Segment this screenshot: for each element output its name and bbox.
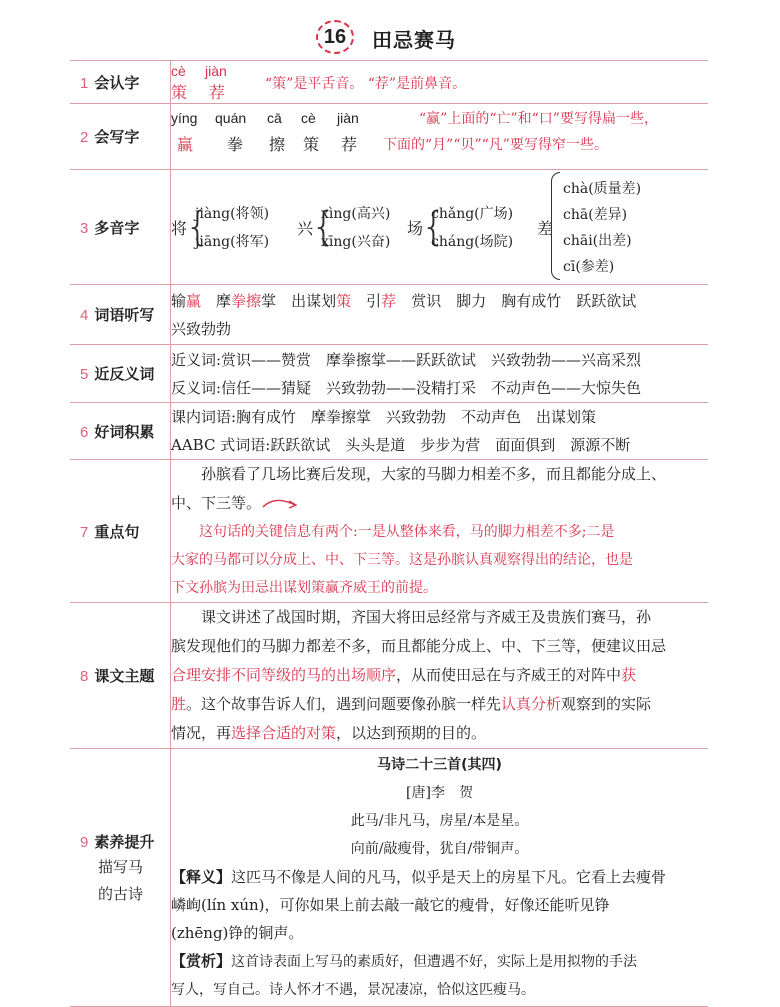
meaning-tag: 【释义】 bbox=[171, 868, 232, 886]
row-content bbox=[171, 749, 709, 1007]
row-label bbox=[70, 460, 171, 603]
meaning-line1 bbox=[171, 863, 708, 891]
row-content bbox=[171, 104, 709, 170]
word-part-highlight: 策 bbox=[336, 291, 352, 310]
row-recognize-chars bbox=[70, 61, 708, 104]
row-number: 7 bbox=[80, 523, 89, 541]
poem-author: [唐]李 贺 bbox=[406, 785, 473, 801]
theme-highlight: 获 bbox=[621, 666, 637, 684]
row-number: 8 bbox=[80, 668, 89, 685]
writing-note-line2: 下面的“月”“贝”“凡”要写得窄一些。 bbox=[383, 136, 608, 153]
appreciation-text: 这首诗表面上写马的素质好，但遭遇不好，实际上是用拟物的手法 bbox=[231, 954, 638, 970]
key-sentence-line2 bbox=[171, 489, 708, 518]
row-number: 6 bbox=[80, 423, 89, 441]
word-part: 引 bbox=[366, 291, 382, 310]
row-number: 5 bbox=[80, 366, 89, 383]
reading: cī(参差) bbox=[563, 258, 615, 275]
row-content bbox=[171, 170, 709, 285]
poly-char: 将 bbox=[171, 218, 188, 238]
theme-highlight: 选择合适的对策 bbox=[231, 724, 337, 742]
dictation-line2: 兴致勃勃 bbox=[171, 319, 232, 338]
pinyin: jiàn bbox=[337, 109, 359, 126]
dictation-line1 bbox=[171, 287, 708, 315]
brace-icon: { bbox=[311, 203, 337, 250]
pronunciation-note: “策”是平舌音。 “荐”是前鼻音。 bbox=[265, 75, 467, 92]
row-content bbox=[171, 61, 709, 104]
word-part: 出谋划 bbox=[291, 291, 337, 310]
row-label-text: 会写字 bbox=[94, 128, 140, 146]
row-number: 2 bbox=[80, 129, 89, 146]
theme-highlight: 胜 bbox=[171, 695, 187, 713]
char: 策 bbox=[303, 134, 320, 154]
antonym-line: 反义词:信任——猜疑 兴致勃勃——没精打采 不动声色——大惊失色 bbox=[171, 378, 642, 397]
row-label bbox=[70, 345, 171, 403]
row-content bbox=[171, 603, 709, 749]
theme-line1: 课文讲述了战国时期，齐国大将田忌经常与齐威王及贵族们赛马，孙 bbox=[201, 608, 652, 626]
lesson-summary-table bbox=[70, 60, 708, 1007]
row-label-text: 素养提升 bbox=[94, 833, 155, 851]
meaning-text: 这匹马不像是人间的凡马，似乎是天上的房星下凡。它看上去瘦骨 bbox=[231, 868, 667, 886]
reading: xìng(高兴) bbox=[321, 205, 391, 222]
row-label bbox=[70, 285, 171, 345]
row-write-chars bbox=[70, 104, 708, 170]
row-label-text: 课文主题 bbox=[94, 667, 155, 685]
char: 擦 bbox=[269, 134, 286, 154]
row-label bbox=[70, 170, 171, 285]
row-key-sentence bbox=[70, 460, 708, 603]
analysis-line2: 大家的马都可以分成上、中、下三等。这是孙膑认真观察得出的结论，也是 bbox=[171, 552, 633, 568]
row-number: 4 bbox=[80, 307, 89, 324]
appreciation-line1 bbox=[171, 947, 708, 976]
appreciation-tag: 【赏析】 bbox=[171, 952, 232, 970]
row-label-text: 重点句 bbox=[94, 522, 140, 541]
theme-text: ，以达到预期的目的。 bbox=[336, 724, 487, 742]
vocab-line2: AABC 式词语:跃跃欲试 头头是道 步步为营 面面俱到 源源不断 bbox=[171, 436, 631, 454]
reading: chǎng(广场) bbox=[431, 205, 514, 222]
writing-note-line1: “赢”上面的“亡”和“口”要写得扁一些， bbox=[419, 110, 658, 127]
meaning-line3: (zhēng)铮的铜声。 bbox=[171, 924, 304, 942]
pinyin: jiàn bbox=[205, 62, 227, 79]
row-number: 3 bbox=[80, 219, 89, 237]
row-dictation bbox=[70, 285, 708, 345]
row-number: 9 bbox=[80, 834, 89, 851]
word-part-highlight: 荐 bbox=[381, 291, 397, 310]
char: 荐 bbox=[209, 82, 226, 102]
lesson-header bbox=[0, 18, 780, 58]
arrow-icon bbox=[261, 497, 301, 511]
poem-title: 马诗二十三首(其四) bbox=[377, 757, 502, 773]
row-label-text: 近反义词 bbox=[94, 365, 155, 383]
lesson-title: 田忌赛马 bbox=[372, 28, 456, 52]
theme-text: ，从而使田忌在与齐威王的对阵中 bbox=[396, 666, 622, 684]
key-sentence-end: 中、下三等。 bbox=[171, 494, 262, 512]
pinyin: quán bbox=[215, 109, 247, 126]
analysis-line3: 下文孙膑为田忌出谋划策赢齐威王的前提。 bbox=[171, 580, 437, 596]
row-content bbox=[171, 345, 709, 403]
key-sentence-line1: 孙膑看了几场比赛后发现，大家的马脚力相差不多，而且都能分成上、 bbox=[201, 465, 667, 483]
reading: jiàng(将领) bbox=[195, 205, 270, 222]
row-number: 1 bbox=[80, 74, 89, 92]
char: 赢 bbox=[177, 134, 194, 154]
row-label-text: 好词积累 bbox=[94, 422, 155, 441]
word-part: 赏识 脚力 胸有成竹 跃跃欲试 bbox=[411, 291, 637, 310]
appreciation-line2: 写人，写自己。诗人怀才不遇，景况凄凉，恰似这匹瘦马。 bbox=[171, 982, 535, 998]
row-label bbox=[70, 61, 171, 104]
row-label-text: 词语听写 bbox=[94, 306, 155, 324]
row-label bbox=[70, 104, 171, 170]
meaning-line2: 嶙峋(lín xún)，可你如果上前去敲一敲它的瘦骨，好像还能听见铮 bbox=[171, 896, 610, 914]
theme-line4 bbox=[171, 690, 708, 719]
row-theme bbox=[70, 603, 708, 749]
lesson-number-badge: 16 bbox=[316, 20, 354, 54]
char: 策 bbox=[171, 82, 188, 102]
word-part-highlight: 拳擦 bbox=[231, 291, 262, 310]
word-part-highlight: 赢 bbox=[186, 291, 202, 310]
pinyin: cā bbox=[267, 109, 282, 126]
brace-icon: { bbox=[421, 203, 447, 250]
pinyin: cè bbox=[171, 62, 186, 79]
word-part: 掌 bbox=[261, 291, 277, 310]
theme-line5 bbox=[171, 719, 708, 748]
pinyin: cè bbox=[301, 109, 316, 126]
row-content bbox=[171, 403, 709, 460]
row-label bbox=[70, 603, 171, 749]
poly-char: 兴 bbox=[297, 218, 314, 238]
word-part: 摩 bbox=[216, 291, 232, 310]
theme-text: 观察到的实际 bbox=[561, 695, 652, 713]
row-label-text: 会认字 bbox=[94, 73, 140, 92]
sub-label-line1: 描写马 bbox=[98, 858, 144, 876]
reading: jiāng(将军) bbox=[195, 233, 270, 250]
brace-icon: { bbox=[185, 203, 211, 250]
theme-text: 。这个故事告诉人们，遇到问题要像孙膑一样先 bbox=[186, 695, 502, 713]
row-content bbox=[171, 460, 709, 603]
row-polyphonic bbox=[70, 170, 708, 285]
row-content bbox=[171, 285, 709, 345]
poly-char: 场 bbox=[407, 218, 424, 238]
poem-line1: 此马/非凡马，房星/本是星。 bbox=[350, 813, 529, 829]
reading: cháng(场院) bbox=[431, 233, 514, 250]
row-label bbox=[70, 403, 171, 460]
pinyin: yíng bbox=[171, 109, 198, 126]
row-label bbox=[70, 749, 171, 1007]
row-vocabulary bbox=[70, 403, 708, 460]
theme-text: 情况，再 bbox=[171, 724, 232, 742]
char: 拳 bbox=[227, 134, 244, 154]
theme-line3 bbox=[171, 661, 708, 690]
brace-icon bbox=[551, 172, 560, 280]
reading: xīng(兴奋) bbox=[321, 233, 391, 250]
word-part: 输 bbox=[171, 291, 187, 310]
poly-char: 差 bbox=[537, 218, 554, 238]
synonym-line: 近义词:赏识——赞赏 摩拳擦掌——跃跃欲试 兴致勃勃——兴高采烈 bbox=[171, 350, 642, 369]
poem-line2: 向前/敲瘦骨，犹自/带铜声。 bbox=[350, 841, 529, 857]
theme-highlight: 认真分析 bbox=[501, 695, 562, 713]
analysis-line1: 这句话的关键信息有两个:一是从整体来看，马的脚力相差不多;二是 bbox=[199, 524, 615, 540]
char: 荐 bbox=[341, 134, 358, 154]
sub-label-line2: 的古诗 bbox=[98, 885, 144, 903]
vocab-line1: 课内词语:胸有成竹 摩拳擦掌 兴致勃勃 不动声色 出谋划策 bbox=[171, 408, 597, 426]
theme-line2: 膑发现他们的马脚力都差不多，而且都能分成上、中、下三等，便建议田忌 bbox=[171, 637, 667, 655]
theme-highlight: 合理安排不同等级的马的出场顺序 bbox=[171, 666, 397, 684]
row-enrichment bbox=[70, 749, 708, 1007]
reading: chā(差异) bbox=[563, 206, 628, 223]
reading: chà(质量差) bbox=[563, 180, 642, 197]
row-synonyms bbox=[70, 345, 708, 403]
row-label-text: 多音字 bbox=[94, 218, 140, 237]
reading: chāi(出差) bbox=[563, 232, 632, 249]
